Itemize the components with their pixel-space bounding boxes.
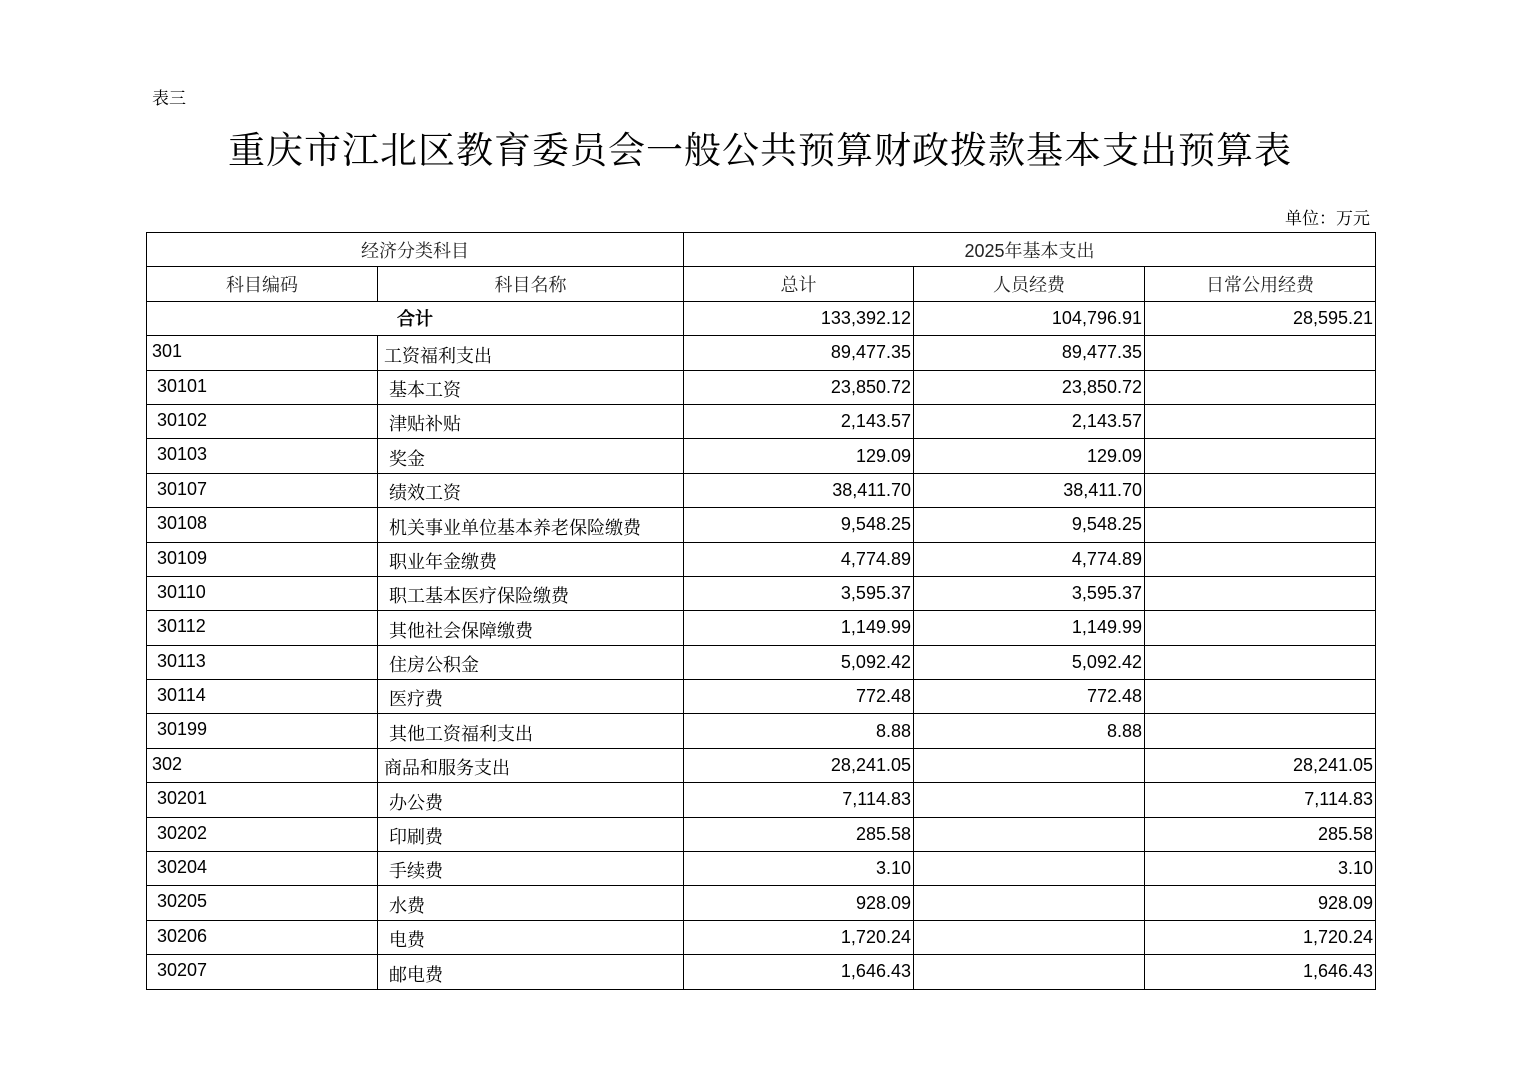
subject-name-cell: 其他社会保障缴费 bbox=[378, 611, 684, 645]
total-row-public: 28,595.21 bbox=[1145, 301, 1376, 335]
personnel-expense-cell: 772.48 bbox=[914, 680, 1145, 714]
personnel-expense-cell: 5,092.42 bbox=[914, 645, 1145, 679]
subject-name-cell: 电费 bbox=[378, 920, 684, 954]
subject-name-cell: 住房公积金 bbox=[378, 645, 684, 679]
table-row bbox=[147, 886, 1376, 920]
personnel-expense-cell bbox=[914, 748, 1145, 782]
subject-name-cell: 其他工资福利支出 bbox=[378, 714, 684, 748]
subject-code-cell: 30204 bbox=[147, 852, 378, 886]
total-cell: 285.58 bbox=[684, 817, 914, 851]
total-cell: 129.09 bbox=[684, 439, 914, 473]
header-group-row bbox=[147, 233, 1376, 267]
total-cell: 3.10 bbox=[684, 852, 914, 886]
subject-code-cell: 30199 bbox=[147, 714, 378, 748]
table-row bbox=[147, 611, 1376, 645]
total-cell: 4,774.89 bbox=[684, 542, 914, 576]
budget-table bbox=[146, 232, 1376, 990]
header-total: 总计 bbox=[684, 267, 914, 301]
table-label: 表三 bbox=[152, 89, 186, 109]
table-row bbox=[147, 370, 1376, 404]
subject-code-cell: 30102 bbox=[147, 404, 378, 438]
subject-code-cell: 30112 bbox=[147, 611, 378, 645]
personnel-expense-cell bbox=[914, 783, 1145, 817]
header-economic-classification: 经济分类科目 bbox=[147, 233, 684, 267]
subject-name-cell: 基本工资 bbox=[378, 370, 684, 404]
total-cell: 5,092.42 bbox=[684, 645, 914, 679]
table-row bbox=[147, 542, 1376, 576]
subject-code-cell: 30109 bbox=[147, 542, 378, 576]
subject-code-cell: 30107 bbox=[147, 473, 378, 507]
public-expense-cell: 28,241.05 bbox=[1145, 748, 1376, 782]
total-cell: 28,241.05 bbox=[684, 748, 914, 782]
personnel-expense-cell bbox=[914, 886, 1145, 920]
total-cell: 772.48 bbox=[684, 680, 914, 714]
public-expense-cell bbox=[1145, 680, 1376, 714]
public-expense-cell bbox=[1145, 542, 1376, 576]
total-cell: 38,411.70 bbox=[684, 473, 914, 507]
public-expense-cell bbox=[1145, 576, 1376, 610]
total-cell: 7,114.83 bbox=[684, 783, 914, 817]
table-row bbox=[147, 439, 1376, 473]
personnel-expense-cell: 4,774.89 bbox=[914, 542, 1145, 576]
subject-code-cell: 30114 bbox=[147, 680, 378, 714]
public-expense-cell bbox=[1145, 645, 1376, 679]
table-row bbox=[147, 508, 1376, 542]
total-row-personnel: 104,796.91 bbox=[914, 301, 1145, 335]
public-expense-cell: 285.58 bbox=[1145, 817, 1376, 851]
personnel-expense-cell bbox=[914, 817, 1145, 851]
subject-name-cell: 邮电费 bbox=[378, 955, 684, 989]
header-subject-name: 科目名称 bbox=[378, 267, 684, 301]
page-title: 重庆市江北区教育委员会一般公共预算财政拨款基本支出预算表 bbox=[228, 129, 1292, 172]
personnel-expense-cell: 38,411.70 bbox=[914, 473, 1145, 507]
subject-code-cell: 30103 bbox=[147, 439, 378, 473]
table-row bbox=[147, 473, 1376, 507]
table-row bbox=[147, 680, 1376, 714]
total-cell: 23,850.72 bbox=[684, 370, 914, 404]
total-cell: 1,720.24 bbox=[684, 920, 914, 954]
table-row bbox=[147, 645, 1376, 679]
unit-label: 单位：万元 bbox=[1285, 209, 1370, 229]
subject-name-cell: 商品和服务支出 bbox=[378, 748, 684, 782]
header-basic-expenditure: 2025年基本支出 bbox=[684, 233, 1376, 267]
personnel-expense-cell: 1,149.99 bbox=[914, 611, 1145, 645]
table-row bbox=[147, 920, 1376, 954]
personnel-expense-cell: 3,595.37 bbox=[914, 576, 1145, 610]
budget-table-body bbox=[147, 233, 1376, 990]
personnel-expense-cell bbox=[914, 955, 1145, 989]
total-row-total: 133,392.12 bbox=[684, 301, 914, 335]
table-row bbox=[147, 748, 1376, 782]
subject-code-cell: 302 bbox=[147, 748, 378, 782]
total-cell: 928.09 bbox=[684, 886, 914, 920]
total-cell: 1,149.99 bbox=[684, 611, 914, 645]
subject-name-cell: 绩效工资 bbox=[378, 473, 684, 507]
subject-name-cell: 职业年金缴费 bbox=[378, 542, 684, 576]
subject-code-cell: 30206 bbox=[147, 920, 378, 954]
subject-code-cell: 30108 bbox=[147, 508, 378, 542]
public-expense-cell bbox=[1145, 404, 1376, 438]
table-row bbox=[147, 955, 1376, 989]
table-row bbox=[147, 404, 1376, 438]
header-column-row bbox=[147, 267, 1376, 301]
public-expense-cell bbox=[1145, 336, 1376, 370]
total-cell: 89,477.35 bbox=[684, 336, 914, 370]
total-cell: 3,595.37 bbox=[684, 576, 914, 610]
subject-code-cell: 30113 bbox=[147, 645, 378, 679]
total-cell: 2,143.57 bbox=[684, 404, 914, 438]
subject-code-cell: 30205 bbox=[147, 886, 378, 920]
public-expense-cell: 1,720.24 bbox=[1145, 920, 1376, 954]
public-expense-cell bbox=[1145, 508, 1376, 542]
header-personnel-expense: 人员经费 bbox=[914, 267, 1145, 301]
subject-name-cell: 津贴补贴 bbox=[378, 404, 684, 438]
subject-code-cell: 30110 bbox=[147, 576, 378, 610]
table-row bbox=[147, 714, 1376, 748]
subject-code-cell: 30101 bbox=[147, 370, 378, 404]
personnel-expense-cell: 8.88 bbox=[914, 714, 1145, 748]
table-row bbox=[147, 852, 1376, 886]
subject-name-cell: 水费 bbox=[378, 886, 684, 920]
total-label: 合计 bbox=[147, 301, 684, 335]
subject-code-cell: 30201 bbox=[147, 783, 378, 817]
personnel-expense-cell: 9,548.25 bbox=[914, 508, 1145, 542]
public-expense-cell bbox=[1145, 439, 1376, 473]
personnel-expense-cell: 23,850.72 bbox=[914, 370, 1145, 404]
personnel-expense-cell bbox=[914, 920, 1145, 954]
subject-code-cell: 30202 bbox=[147, 817, 378, 851]
table-row bbox=[147, 576, 1376, 610]
public-expense-cell bbox=[1145, 370, 1376, 404]
total-row bbox=[147, 301, 1376, 335]
subject-code-cell: 301 bbox=[147, 336, 378, 370]
table-row bbox=[147, 336, 1376, 370]
personnel-expense-cell: 2,143.57 bbox=[914, 404, 1145, 438]
public-expense-cell bbox=[1145, 473, 1376, 507]
public-expense-cell: 1,646.43 bbox=[1145, 955, 1376, 989]
total-cell: 1,646.43 bbox=[684, 955, 914, 989]
public-expense-cell: 3.10 bbox=[1145, 852, 1376, 886]
subject-name-cell: 工资福利支出 bbox=[378, 336, 684, 370]
personnel-expense-cell: 89,477.35 bbox=[914, 336, 1145, 370]
subject-code-cell: 30207 bbox=[147, 955, 378, 989]
personnel-expense-cell: 129.09 bbox=[914, 439, 1145, 473]
subject-name-cell: 办公费 bbox=[378, 783, 684, 817]
header-subject-code: 科目编码 bbox=[147, 267, 378, 301]
total-cell: 9,548.25 bbox=[684, 508, 914, 542]
public-expense-cell bbox=[1145, 611, 1376, 645]
subject-name-cell: 医疗费 bbox=[378, 680, 684, 714]
table-row bbox=[147, 817, 1376, 851]
public-expense-cell: 928.09 bbox=[1145, 886, 1376, 920]
total-cell: 8.88 bbox=[684, 714, 914, 748]
personnel-expense-cell bbox=[914, 852, 1145, 886]
subject-name-cell: 机关事业单位基本养老保险缴费 bbox=[378, 508, 684, 542]
table-row bbox=[147, 783, 1376, 817]
subject-name-cell: 奖金 bbox=[378, 439, 684, 473]
subject-name-cell: 手续费 bbox=[378, 852, 684, 886]
public-expense-cell bbox=[1145, 714, 1376, 748]
subject-name-cell: 印刷费 bbox=[378, 817, 684, 851]
subject-name-cell: 职工基本医疗保险缴费 bbox=[378, 576, 684, 610]
header-public-expense: 日常公用经费 bbox=[1145, 267, 1376, 301]
public-expense-cell: 7,114.83 bbox=[1145, 783, 1376, 817]
